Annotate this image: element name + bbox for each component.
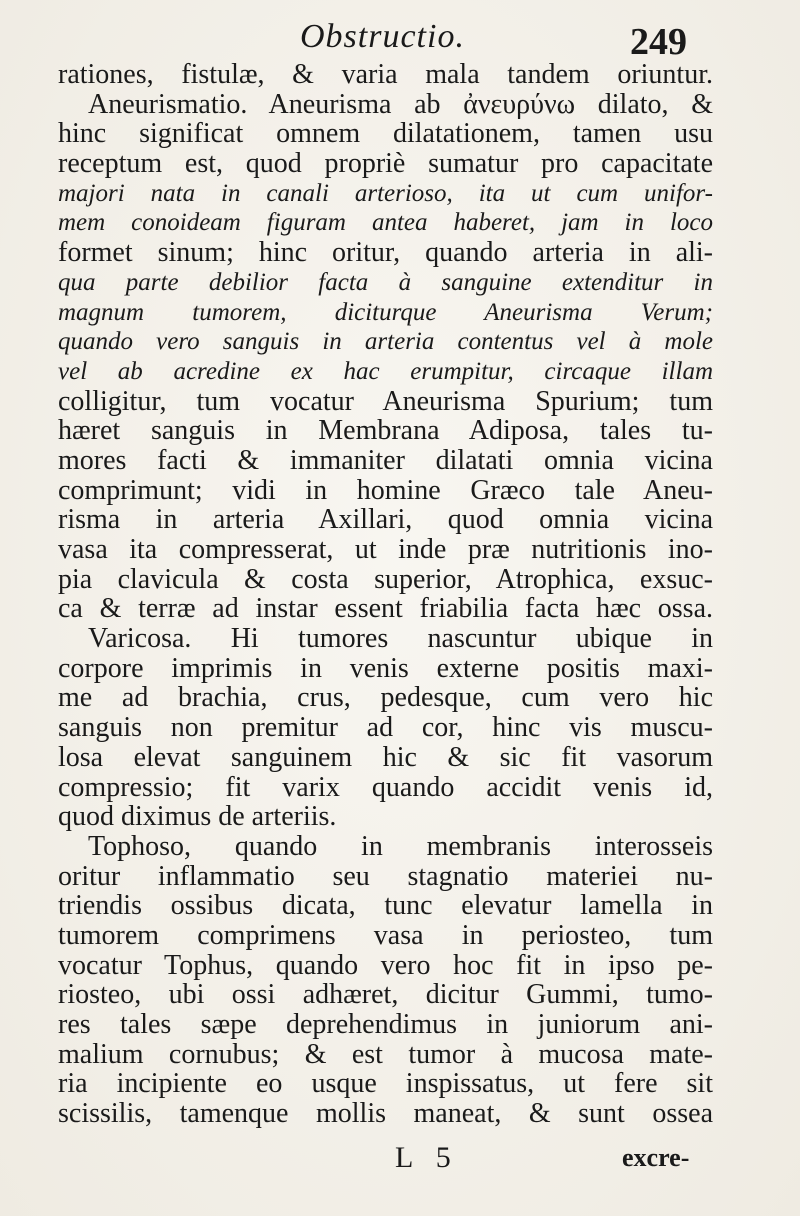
text-line: hæret sanguis in Membrana Adiposa, tales tu- <box>58 416 713 446</box>
text-line: qua parte debilior facta à sanguine extenditur in <box>58 268 713 296</box>
text-line: receptum est, quod propriè sumatur pro capacitate <box>58 149 713 179</box>
text-line: rationes, fistulæ, & varia mala tandem oriuntur. <box>58 60 713 90</box>
text-line: triendis ossibus dicata, tunc elevatur lamella in <box>58 891 713 921</box>
text-line: Tophoso, quando in membranis interosseis <box>88 831 713 862</box>
text-line: hinc significat omnem dilatationem, tamen usu <box>58 119 713 150</box>
text-line: oritur inflammatio seu stagnatio materiei nu- <box>58 861 713 892</box>
text-line: corpore imprimis in venis externe positis maxi- <box>58 653 713 684</box>
text-line: Aneurismatio. Aneurisma ab ἀνευρύνω dilato, & <box>88 89 713 120</box>
text-line: res tales sæpe deprehendimus in juniorum ani- <box>58 1010 713 1040</box>
text-line: formet sinum; hinc oritur, quando arteria in ali- <box>58 238 713 268</box>
page-footer <box>0 1141 800 1181</box>
text-line: quando vero sanguis in arteria contentus vel à mole <box>58 328 713 356</box>
text-line: risma in arteria Axillari, quod omnia vicina <box>58 505 713 535</box>
text-line: ria incipiente eo usque inspissatus, ut fere sit <box>58 1069 713 1100</box>
text-line: me ad brachia, crus, pedesque, cum vero hic <box>58 683 713 714</box>
body-text <box>58 60 713 1129</box>
text-line: mem conoideam figuram antea haberet, jam in loco <box>58 209 713 237</box>
text-line: vocatur Tophus, quando vero hoc fit in ipso pe- <box>58 950 713 981</box>
page-number: 249 <box>630 21 687 63</box>
text-line: vel ab acredine ex hac erumpitur, circaque illam <box>58 357 713 385</box>
text-line: losa elevat sanguinem hic & sic fit vasorum <box>58 742 713 773</box>
signature-mark: L 5 <box>395 1141 459 1174</box>
text-line: quod diximus de arteriis. <box>58 802 337 832</box>
text-line: tumorem comprimens vasa in periosteo, tum <box>58 920 713 951</box>
text-line: Varicosa. Hi tumores nascuntur ubique in <box>88 624 713 654</box>
text-line: scissilis, tamenque mollis maneat, & sunt ossea <box>58 1099 713 1129</box>
text-line: sanguis non premitur ad cor, hinc vis muscu- <box>58 713 713 743</box>
text-line: majori nata in canali arterioso, ita ut cum unifor- <box>58 179 713 207</box>
catchword: excre- <box>622 1143 690 1172</box>
page-header <box>0 14 800 63</box>
text-line: pia clavicula & costa superior, Atrophica, exsuc- <box>58 564 713 595</box>
text-line: colligitur, tum vocatur Aneurisma Spurium; tum <box>58 386 713 417</box>
running-head: Obstructio. <box>300 18 465 55</box>
text-line: ca & terræ ad instar essent friabilia facta hæc ossa. <box>58 594 713 625</box>
text-line: comprimunt; vidi in homine Græco tale Aneu- <box>58 475 713 506</box>
text-line: mores facti & immaniter dilatati omnia vicina <box>58 445 713 476</box>
text-line: malium cornubus; & est tumor à mucosa mate- <box>58 1039 713 1070</box>
text-line: compressio; fit varix quando accidit venis id, <box>58 772 713 803</box>
text-line: vasa ita compresserat, ut inde præ nutritionis ino- <box>58 535 713 565</box>
text-line: magnum tumorem, diciturque Aneurisma Verum; <box>58 298 713 326</box>
text-line: riosteo, ubi ossi adhæret, dicitur Gummi, tumo- <box>58 980 713 1010</box>
